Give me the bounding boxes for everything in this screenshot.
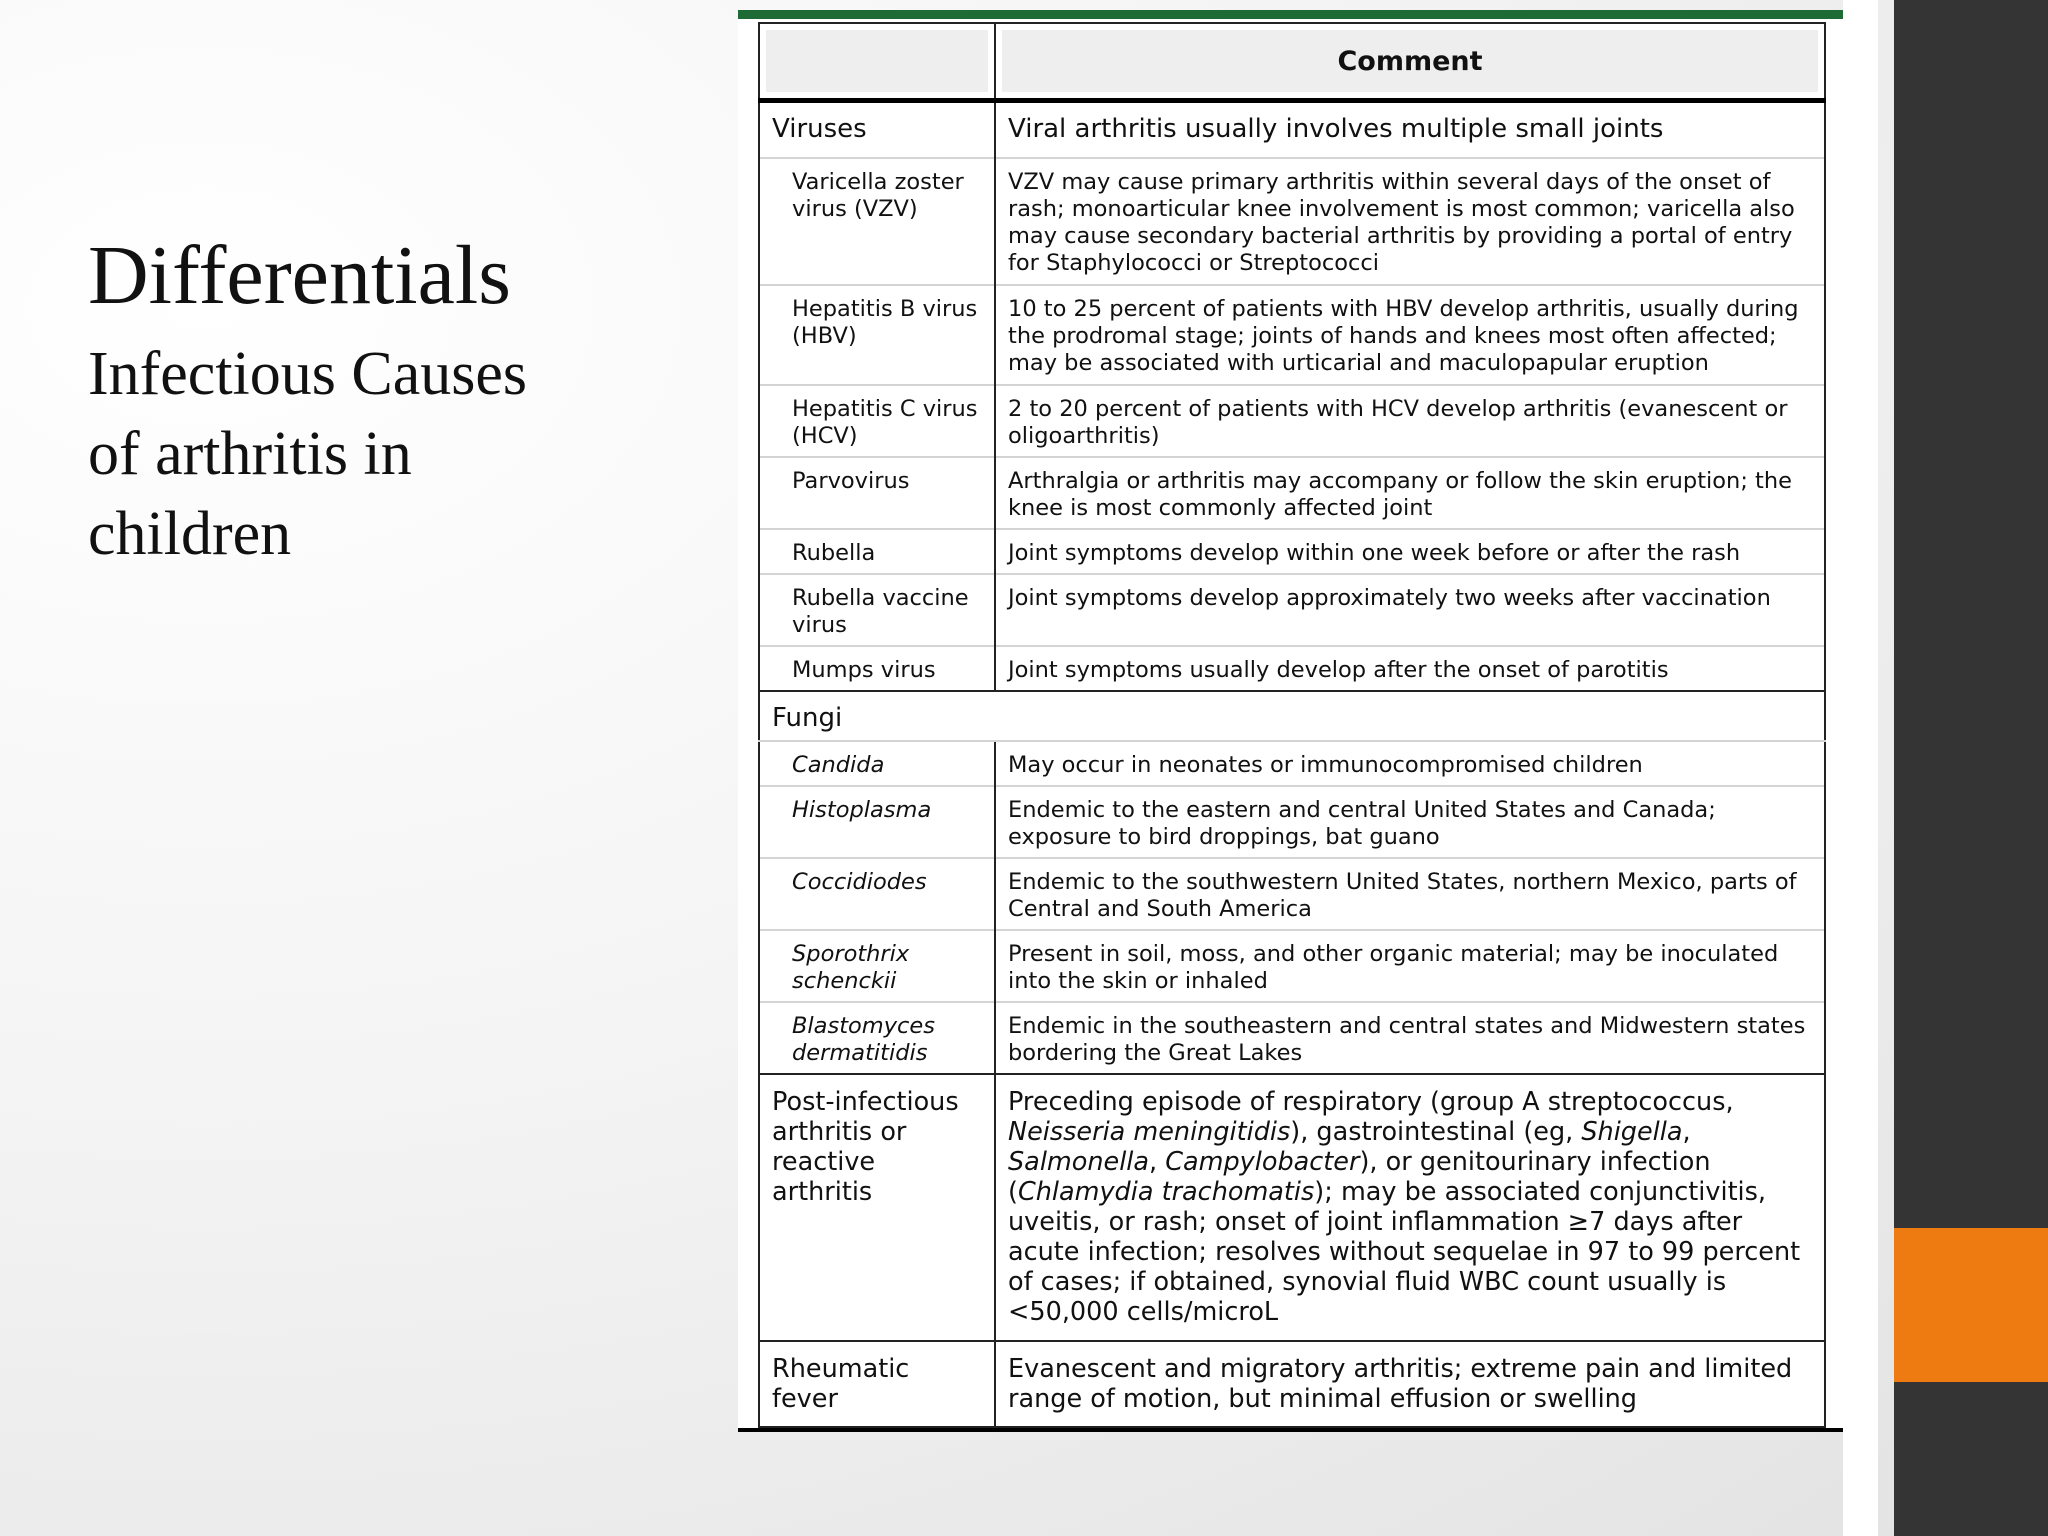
table-row	[759, 930, 1825, 1002]
table-image-panel	[738, 10, 1844, 1432]
category-label: Post-infectious arthritis or reactive arthritis	[759, 1074, 995, 1341]
table-row	[759, 646, 1825, 691]
table-row	[759, 1002, 1825, 1074]
pathogen-comment: Endemic to the eastern and central United States and Canada; exposure to bird droppings, bat guano	[995, 786, 1825, 858]
category-label: Viruses	[759, 101, 995, 158]
slide-subtitle	[88, 334, 648, 574]
pathogen-comment: Present in soil, moss, and other organic material; may be inoculated into the skin or inhaled	[995, 930, 1825, 1002]
slide-title-block	[88, 228, 648, 574]
table-row	[759, 858, 1825, 930]
comment-text: ,	[1149, 1146, 1166, 1177]
pathogen-comment: Joint symptoms develop within one week before or after the rash	[995, 529, 1825, 574]
header-cell-empty	[759, 23, 995, 101]
organism-name: Chlamydia trachomatis	[1017, 1176, 1315, 1207]
pathogen-name: Parvovirus	[759, 457, 995, 529]
slide-right-margin	[1843, 0, 1878, 1536]
pathogen-comment: 10 to 25 percent of patients with HBV develop arthritis, usually during the prodromal stage; joints of hands and knees most often affected; may be associated with urticarial and maculopapular eruption	[995, 285, 1825, 385]
organism-name: Salmonella	[1008, 1146, 1149, 1177]
table-row	[759, 385, 1825, 457]
organism-name: Neisseria meningitidis	[1008, 1116, 1291, 1147]
category-comment: Evanescent and migratory arthritis; extreme pain and limited range of motion, but minimal effusion or swelling	[995, 1341, 1825, 1427]
subtitle-line: of arthritis in	[88, 420, 412, 488]
comment-text: Preceding episode of respiratory (group A streptococcus,	[1008, 1086, 1734, 1117]
organism-name: Shigella	[1581, 1116, 1683, 1147]
pathogen-comment: Joint symptoms usually develop after the onset of parotitis	[995, 646, 1825, 691]
table-row	[759, 741, 1825, 786]
slide-title: Differentials	[88, 229, 511, 322]
pathogen-name: Coccidiodes	[759, 858, 995, 930]
comment-text: ), gastrointestinal (eg,	[1290, 1116, 1582, 1147]
organism-name: Campylobacter	[1165, 1146, 1360, 1177]
pathogen-name: Sporothrix schenckii	[759, 930, 995, 1002]
pathogen-comment: Joint symptoms develop approximately two weeks after vaccination	[995, 574, 1825, 646]
pathogen-comment: 2 to 20 percent of patients with HCV develop arthritis (evanescent or oligoarthritis)	[995, 385, 1825, 457]
pathogen-name: Histoplasma	[759, 786, 995, 858]
table-row	[759, 158, 1825, 285]
category-label: Fungi	[759, 691, 1825, 741]
pathogen-comment: Endemic in the southeastern and central states and Midwestern states bordering the Great Lakes	[995, 1002, 1825, 1074]
category-row-rheumatic	[759, 1341, 1825, 1427]
differentials-table	[758, 22, 1826, 1428]
pathogen-name: Hepatitis C virus (HCV)	[759, 385, 995, 457]
pathogen-comment: Endemic to the southwestern United States, northern Mexico, parts of Central and South America	[995, 858, 1825, 930]
pathogen-name: Candida	[759, 741, 995, 786]
table-header-row	[759, 23, 1825, 101]
pathogen-name: Rubella vaccine virus	[759, 574, 995, 646]
table-bottom-rule	[738, 1428, 1844, 1432]
category-comment: Viral arthritis usually involves multiple small joints	[995, 101, 1825, 158]
pathogen-name: Rubella	[759, 529, 995, 574]
pathogen-comment: VZV may cause primary arthritis within several days of the onset of rash; monoarticular knee involvement is most common; varicella also may cause secondary bacterial arthritis by providing a portal of entry for Staphylococci or Streptococci	[995, 158, 1825, 285]
comment-text: ); may be associated conjunctivitis, uveitis, or rash; onset of joint inflammation ≥7 days after acute infection; resolves without sequelae in 97 to 99 percent of cases; if obtained, synovial fluid WBC count usually is <50,000 cells/microL	[1008, 1176, 1801, 1327]
pathogen-comment: Arthralgia or arthritis may accompany or follow the skin eruption; the knee is most commonly affected joint	[995, 457, 1825, 529]
category-row-fungi	[759, 691, 1825, 741]
sidebar-orange-accent	[1894, 1228, 2048, 1382]
pathogen-name: Hepatitis B virus (HBV)	[759, 285, 995, 385]
pathogen-name: Varicella zoster virus (VZV)	[759, 158, 995, 285]
subtitle-line: Infectious Causes	[88, 340, 528, 408]
table-row	[759, 285, 1825, 385]
category-label: Rheumatic fever	[759, 1341, 995, 1427]
subtitle-line: children	[88, 500, 292, 568]
category-comment	[995, 1074, 1825, 1341]
pathogen-name: Mumps virus	[759, 646, 995, 691]
table-top-rule	[738, 10, 1844, 19]
header-cell-comment: Comment	[995, 23, 1825, 101]
category-row-viruses	[759, 101, 1825, 158]
pathogen-name: Blastomyces dermatitidis	[759, 1002, 995, 1074]
table-row	[759, 529, 1825, 574]
table-row	[759, 786, 1825, 858]
table-row	[759, 457, 1825, 529]
category-row-postinfectious	[759, 1074, 1825, 1341]
comment-text: ), or genitourinary infection (	[1008, 1146, 1711, 1207]
comment-text: ,	[1682, 1116, 1691, 1147]
table-row	[759, 574, 1825, 646]
pathogen-comment: May occur in neonates or immunocompromised children	[995, 741, 1825, 786]
